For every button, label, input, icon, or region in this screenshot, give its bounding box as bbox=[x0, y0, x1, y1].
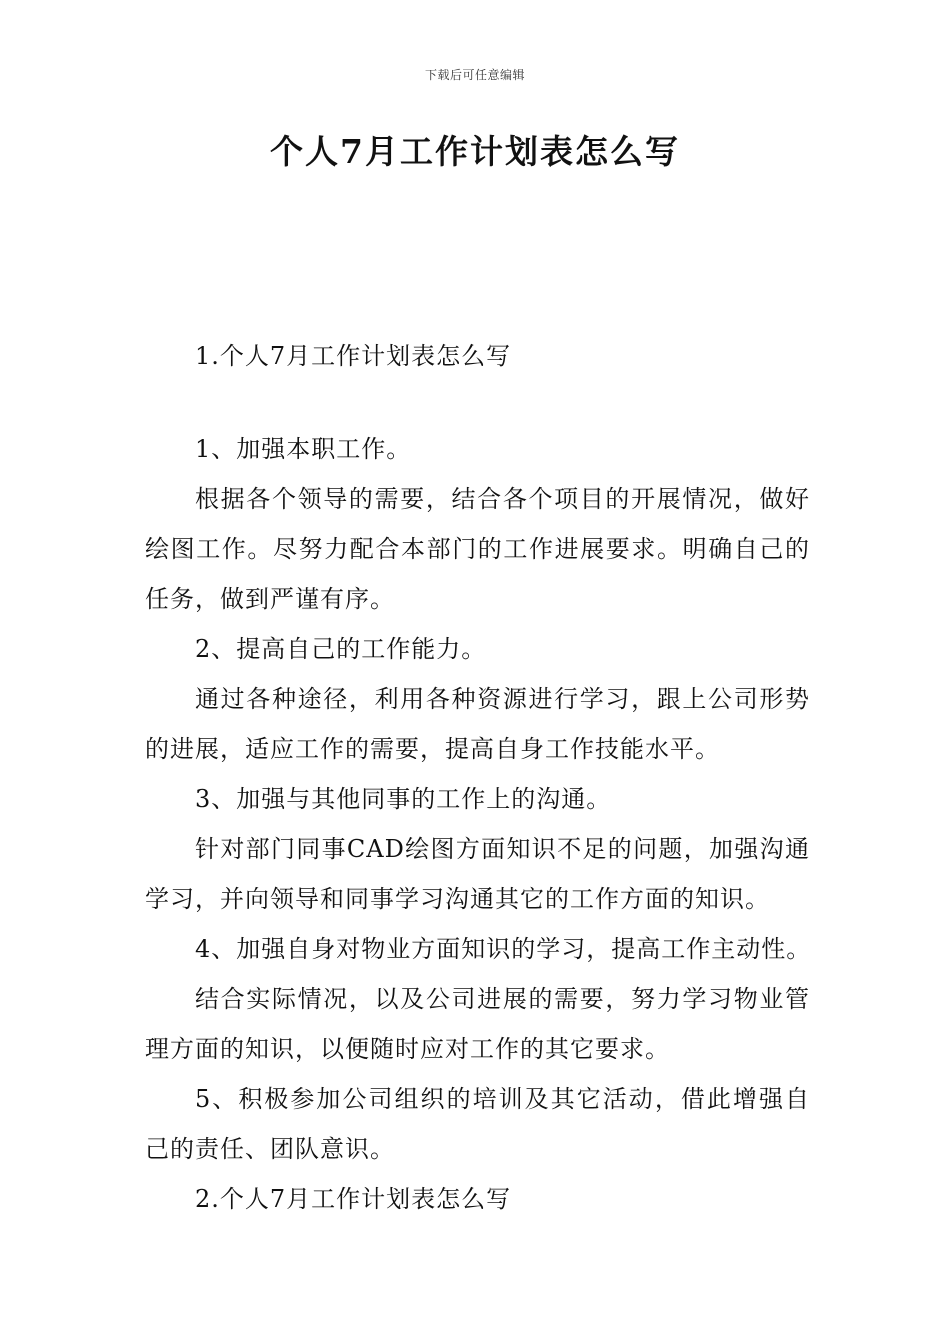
item-heading-5: 5、积极参加公司组织的培训及其它活动，借此增强自己的责任、团队意识。 bbox=[145, 1085, 810, 1163]
item-heading-4: 4、加强自身对物业方面知识的学习，提高工作主动性。 bbox=[195, 935, 812, 963]
item-heading-1: 1、加强本职工作。 bbox=[195, 435, 412, 463]
section-heading-2: 2.个人7月工作计划表怎么写 bbox=[195, 1185, 512, 1213]
paragraph-1: 根据各个领导的需要，结合各个项目的开展情况，做好绘图工作。尽努力配合本部门的工作进展要求。明确自己的任务，做到严谨有序。 bbox=[145, 485, 810, 613]
header-note: 下载后可任意编辑 bbox=[424, 68, 525, 82]
paragraph-2: 通过各种途径，利用各种资源进行学习，跟上公司形势的进展，适应工作的需要，提高自身工作技能水平。 bbox=[145, 685, 810, 763]
paragraph-3: 针对部门同事CAD绘图方面知识不足的问题，加强沟通学习，并向领导和同事学习沟通其它的工作方面的知识。 bbox=[145, 835, 810, 913]
section-heading-1: 1.个人7月工作计划表怎么写 bbox=[195, 342, 512, 370]
item-heading-2: 2、提高自己的工作能力。 bbox=[195, 635, 487, 663]
paragraph-4: 结合实际情况，以及公司进展的需要，努力学习物业管理方面的知识，以便随时应对工作的其它要求。 bbox=[145, 985, 810, 1063]
document-title: 个人7月工作计划表怎么写 bbox=[270, 132, 680, 171]
document-body bbox=[145, 424, 810, 1224]
item-heading-3: 3、加强与其他同事的工作上的沟通。 bbox=[195, 785, 612, 813]
